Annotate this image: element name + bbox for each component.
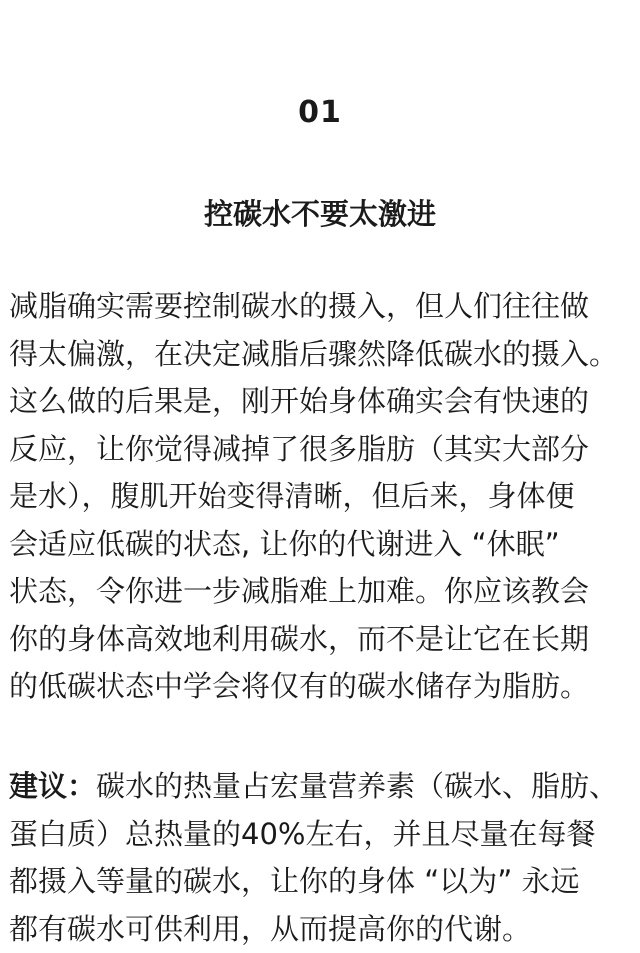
paragraph-line: 反应，让你觉得减掉了很多脂肪（其实大部分: [9, 426, 637, 474]
suggestion-label: 建议：: [9, 769, 96, 803]
paragraph-line: [9, 763, 637, 811]
paragraph-line: 这么做的后果是，刚开始身体确实会有快速的: [9, 378, 637, 426]
section-title: 控碳水不要太激进: [0, 192, 640, 233]
paragraph-line: 状态，令你进一步减脂难上加难。你应该教会: [9, 568, 637, 616]
paragraph-intro: [9, 283, 637, 711]
paragraph-line: 减脂确实需要控制碳水的摄入，但人们往往做: [9, 283, 637, 331]
paragraph-line: 都摄入等量的碳水，让你的身体 “以为” 永远: [9, 858, 637, 906]
paragraph-line: 你的身体高效地利用碳水，而不是让它在长期: [9, 616, 637, 664]
paragraph-line: 是水），腹肌开始变得清晰，但后来，身体便: [9, 473, 637, 521]
paragraph-line: 得太偏激，在决定减脂后骤然降低碳水的摄入。: [9, 331, 637, 379]
paragraph-line: 都有碳水可供利用，从而提高你的代谢。: [9, 906, 637, 953]
paragraph-line: 会适应低碳的状态, 让你的代谢进入 “休眠”: [9, 521, 637, 569]
paragraph-line: 的低碳状态中学会将仅有的碳水储存为脂肪。: [9, 663, 637, 711]
suggestion-text: 碳水的热量占宏量营养素（碳水、脂肪、: [96, 769, 618, 803]
paragraph-suggestion: [9, 763, 637, 953]
paragraph-line: 蛋白质）总热量的40%左右，并且尽量在每餐: [9, 811, 637, 859]
section-number: 01: [0, 95, 640, 130]
